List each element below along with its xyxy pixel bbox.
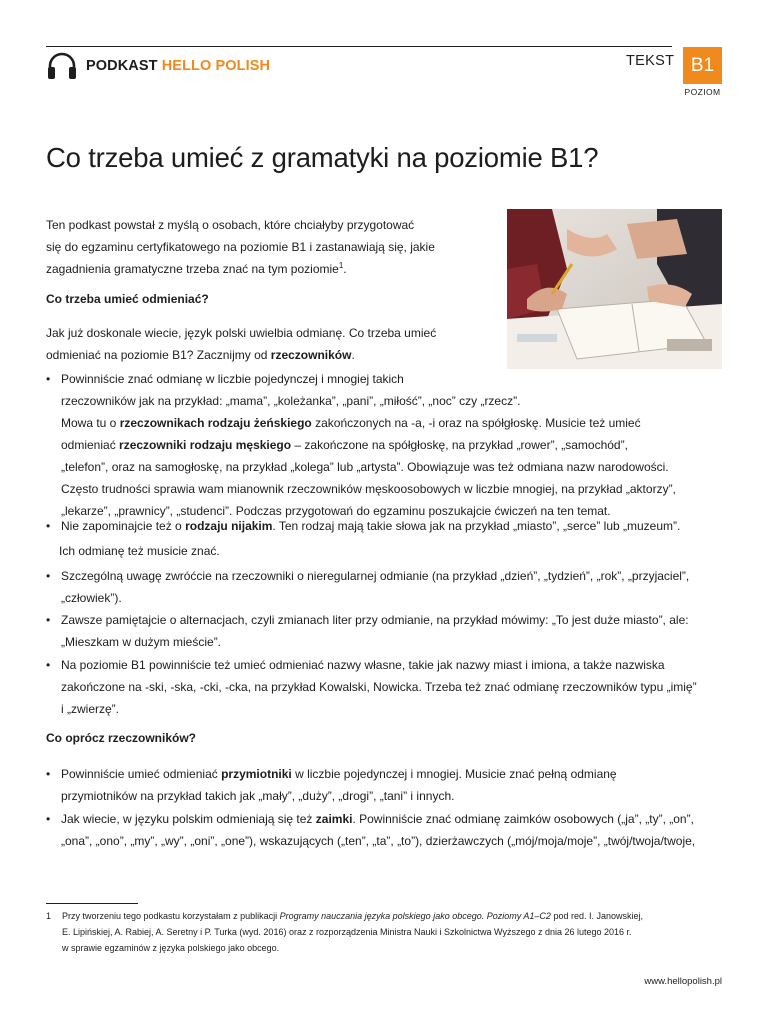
list-item (46, 515, 680, 562)
list-item (46, 808, 695, 852)
list-line: „telefon”, oraz na samogłoskę, na przykład „kolega” lub „artysta”. Obowiązuje was też odmiana nazw narodowości. (61, 460, 669, 474)
bullet-icon: • (46, 812, 51, 826)
doc-type-label: TEKST (626, 53, 675, 69)
section1-paragraph (46, 322, 436, 366)
list-line: Zawsze pamiętajcie o alternacjach, czyli zmianach liter przy odmianie, na przykład mówimy: „To jest duże miasto”, ale: (61, 613, 689, 627)
list-line: „ona”, „ono”, „my”, „wy”, „oni”, „one”), wskazujących („ten”, „ta”, „to”), dzierżawczych („mój/moja/moje”, „twój/twoja/twoje, (61, 834, 696, 848)
footnote-line: w sprawie egzaminów z języka polskiego jako obcego. (62, 943, 280, 953)
list-item (46, 609, 689, 653)
paragraph-line (46, 344, 436, 366)
bold-term: rodzaju nijakim (185, 519, 273, 533)
bullet-icon: • (46, 569, 51, 583)
list-line: „Mieszkam w dużym mieście”. (61, 635, 222, 649)
bullet-icon: • (46, 519, 51, 533)
list-text: Mowa tu o (61, 416, 120, 430)
bullet-icon: • (46, 767, 51, 781)
paragraph-line: Jak już doskonale wiecie, język polski uwielbia odmianę. Co trzeba umieć (46, 326, 437, 340)
students-studying-photo (507, 209, 722, 369)
intro-line (46, 258, 435, 280)
bullet-icon: • (46, 658, 51, 672)
list-line: Szczególną uwagę zwróćcie na rzeczowniki o nieregularnej odmianie (na przykład „dzień”, „tydzień”, „rok”, „przyjaciel”, (61, 569, 690, 583)
list-line: rzeczowników jak na przykład: „mama”, „koleżanka”, „pani”, „miłość”, „noc” czy „rzecz”. (61, 394, 521, 408)
list-text: Powinniście umieć odmieniać (61, 767, 222, 781)
intro-paragraph (46, 214, 435, 280)
footnote-number: 1 (46, 911, 52, 921)
list-text: . Powinniście znać odmianę zaimków osobowych („ja”, „ty”, „on”, (352, 812, 694, 826)
list-item (46, 763, 617, 807)
page-title: Co trzeba umieć z gramatyki na poziomie B1? (46, 142, 599, 173)
list-line (46, 763, 617, 785)
footnote-line (46, 908, 643, 924)
intro-line-end: . (343, 262, 347, 276)
list-text: Nie zapominajcie też o (61, 519, 186, 533)
paragraph-text: odmieniać na poziomie B1? Zacznijmy od (46, 348, 271, 362)
section-heading: Co trzeba umieć odmieniać? (46, 292, 209, 306)
podcast-brand (46, 52, 270, 80)
brand-prefix: PODKAST (86, 58, 158, 74)
list-text: w liczbie pojedynczej i mnogiej. Musicie znać pełną odmianę (291, 767, 617, 781)
list-line: Na poziomie B1 powinniście też umieć odmieniać nazwy własne, takie jak nazwy miast i imiona, a także nazwiska (61, 658, 665, 672)
intro-line: Ten podkast powstał z myślą o osobach, które chciałyby przygotować (46, 218, 415, 232)
bold-term: rzeczownikach rodzaju żeńskiego (119, 416, 312, 430)
list-line: i „zwierzę”. (61, 702, 120, 716)
bold-term: rzeczowniki rodzaju męskiego (119, 438, 292, 452)
brand-name (86, 58, 270, 74)
bullet-icon: • (46, 372, 51, 386)
list-line: zakończone na -ski, -ska, -cki, -cka, na przykład Kowalski, Nowicka. Trzeba też znać odmianę rzeczowników typu „imię” (61, 680, 697, 694)
list-line: „człowiek”). (61, 591, 122, 605)
headphones-icon (46, 52, 78, 80)
list-line (46, 808, 695, 830)
list-line: przymiotników na przykład takich jak „mały”, „duży”, „drogi”, „tani” i innych. (61, 789, 455, 803)
list-text: odmieniać (61, 438, 120, 452)
footnote-line: E. Lipińskiej, A. Rabiej, A. Seretny i P. Turka (wyd. 2016) oraz z rozporządzenia Ministra Nauki i Szkolnictwa Wyższego z dnia 26 lutego 2016 r. (62, 927, 632, 937)
footnote-rule (46, 903, 138, 904)
paragraph-text: . (351, 348, 355, 362)
intro-line: się do egzaminu certyfikatowego na poziomie B1 i zastanawiają się, jakie (46, 240, 435, 254)
list-text: zakończonych na -a, -i oraz na spółgłoskę. Musicie też umieć (311, 416, 641, 430)
intro-line-text: zagadnienia gramatyczne trzeba znać na tym poziomie (46, 262, 339, 276)
footnote-text: pod red. I. Janowskiej, (550, 911, 643, 921)
bullet-icon: • (46, 613, 51, 627)
bold-term: przymiotniki (221, 767, 292, 781)
list-item (46, 368, 676, 522)
bold-term: zaimki (315, 812, 353, 826)
brand-accent: HELLO POLISH (161, 58, 271, 74)
website-link[interactable]: www.hellopolish.pl (644, 976, 722, 987)
list-text: . Ten rodzaj mają takie słowa jak na przykład „miasto”, „serce” lub „muzeum”. (272, 519, 681, 533)
bold-term: rzeczowników (270, 348, 352, 362)
footnote-text: Przy tworzeniu tego podkastu korzystałam z publikacji (62, 911, 280, 921)
list-item (46, 654, 697, 720)
list-line (46, 515, 680, 537)
footnote-citation: Programy nauczania języka polskiego jako obcego. Poziomy A1–C2 (279, 911, 551, 921)
header-rule (46, 46, 672, 47)
list-line: Często trudności sprawia wam mianownik rzeczowników męskoosobowych w liczbie mnogiej, na przykład „aktorzy”, (61, 482, 676, 496)
list-text: – zakończone na spółgłoskę, na przykład „rower”, „samochód”, (291, 438, 628, 452)
level-caption: POZIOM (684, 87, 721, 97)
list-line: Ich odmianę też musicie znać. (59, 544, 220, 558)
list-line (46, 434, 676, 456)
level-badge: B1 (683, 47, 722, 84)
list-text: Jak wiecie, w języku polskim odmieniają się też (61, 812, 316, 826)
section-heading: Co oprócz rzeczowników? (46, 731, 197, 745)
list-line (46, 412, 676, 434)
footnote-ref: 1 (338, 261, 344, 270)
list-line: „lekarze”, „prawnicy”, „studenci”. Podczas przygotowań do egzaminu poszukajcie ćwiczeń na ten temat. (61, 504, 611, 518)
list-item (46, 565, 689, 609)
footnote (46, 908, 643, 956)
list-line: Powinniście znać odmianę w liczbie pojedynczej i mnogiej takich (61, 372, 404, 386)
